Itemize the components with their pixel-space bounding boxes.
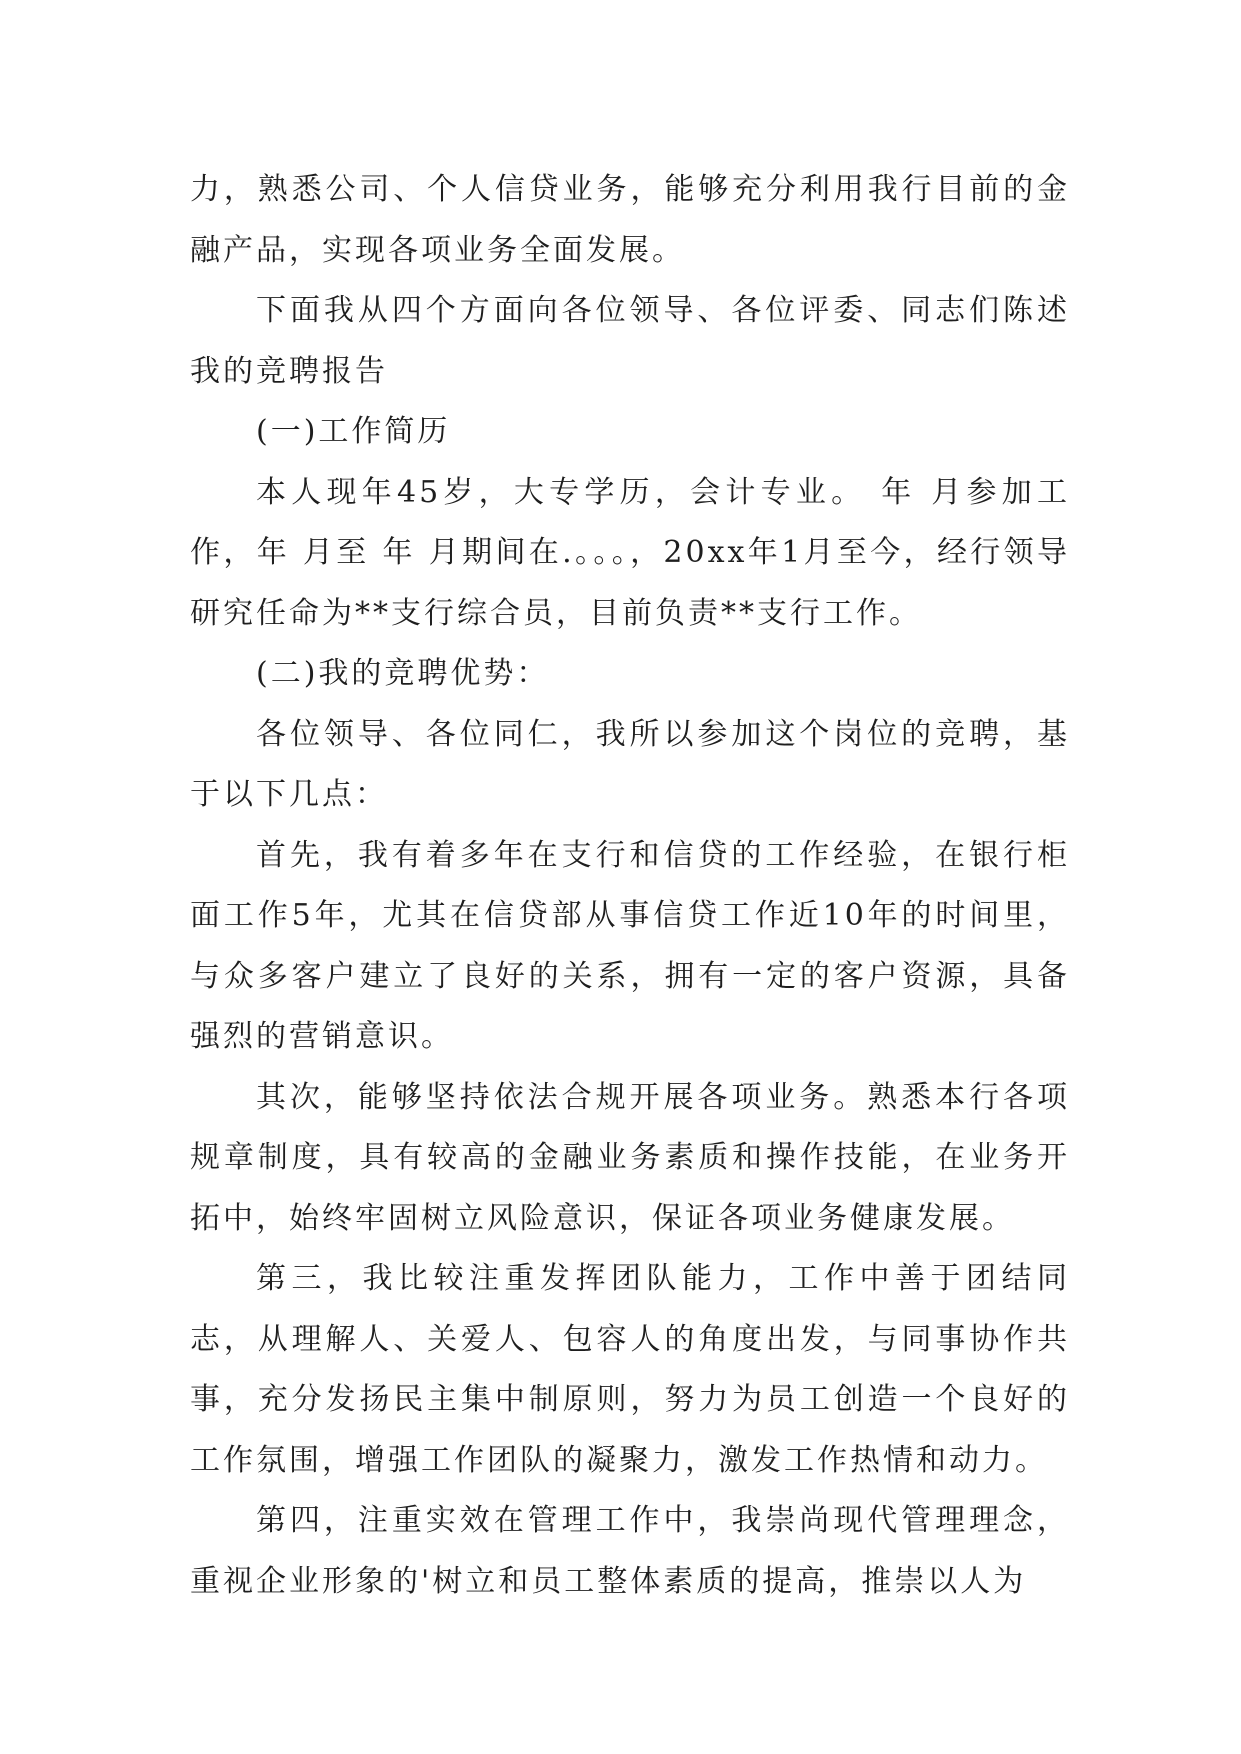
paragraph-fourth-point: 第四，注重实效在管理工作中，我崇尚现代管理理念，重视企业形象的'树立和员工整体素质的提高，推崇以人为 (190, 1503, 1070, 1599)
document-body (190, 160, 1070, 1612)
paragraph-continuation: 力，熟悉公司、个人信贷业务，能够充分利用我行目前的金融产品，实现各项业务全面发展。 (190, 172, 1070, 268)
paragraph-intro: 下面我从四个方面向各位领导、各位评委、同志们陈述我的竞聘报告 (190, 293, 1070, 389)
section-heading-work-history: (一)工作简历 (256, 414, 451, 449)
paragraph-work-history: 本人现年45岁，大专学历，会计专业。 年 月参加工作，年 月至 年 月期间在.。。。，20xx年1月至今，经行领导研究任命为**支行综合员，目前负责**支行工作。 (190, 474, 1070, 631)
paragraph-first-point: 首先，我有着多年在支行和信贷的工作经验，在银行柜面工作5年，尤其在信贷部从事信贷工作近10年的时间里，与众多客户建立了良好的关系，拥有一定的客户资源，具备强烈的营销意识。 (190, 837, 1070, 1054)
paragraph-advantages-intro: 各位领导、各位同仁，我所以参加这个岗位的竞聘，基于以下几点： (190, 716, 1070, 812)
section-heading-advantages: (二)我的竞聘优势： (256, 656, 550, 691)
paragraph-third-point: 第三，我比较注重发挥团队能力，工作中善于团结同志，从理解人、关爱人、包容人的角度出发，与同事协作共事，充分发扬民主集中制原则，努力为员工创造一个良好的工作氛围，增强工作团队的凝聚力，激发工作热情和动力。 (190, 1261, 1070, 1478)
paragraph-second-point: 其次，能够坚持依法合规开展各项业务。熟悉本行各项规章制度，具有较高的金融业务素质和操作技能，在业务开拓中，始终牢固树立风险意识，保证各项业务健康发展。 (190, 1079, 1070, 1236)
